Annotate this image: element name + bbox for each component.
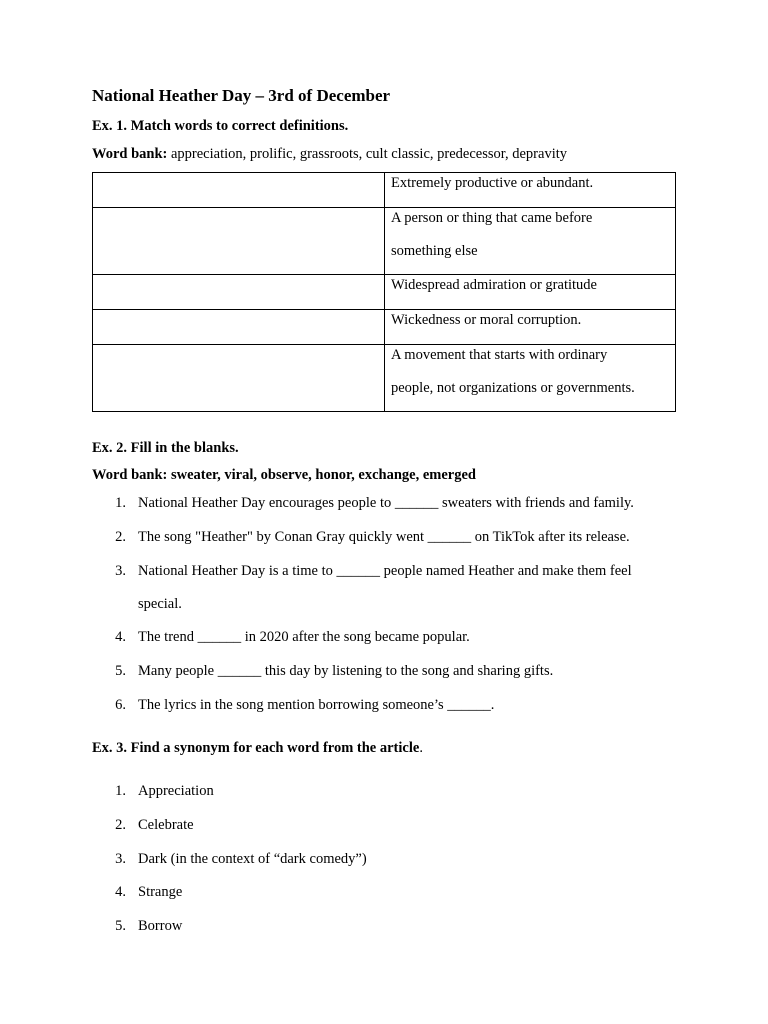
list-text: The trend ______ in 2020 after the song became popular. bbox=[138, 629, 470, 645]
definition-cell bbox=[385, 173, 676, 208]
list-number: 1. bbox=[115, 783, 126, 799]
ex1-word-bank-label: Word bank: bbox=[92, 146, 168, 162]
answer-cell bbox=[93, 275, 385, 310]
list-number: 4. bbox=[115, 884, 126, 900]
ex2-heading: Ex. 2. Fill in the blanks. bbox=[92, 440, 239, 456]
definition-cell bbox=[385, 208, 676, 275]
list-text: Dark (in the context of “dark comedy”) bbox=[138, 851, 367, 867]
list-text: National Heather Day is a time to ______ people named Heather and make them feel bbox=[138, 563, 632, 579]
list-text: Celebrate bbox=[138, 817, 194, 833]
table-row bbox=[93, 173, 676, 208]
definition-cell bbox=[385, 275, 676, 310]
list-text: The song "Heather" by Conan Gray quickly went ______ on TikTok after its release. bbox=[138, 529, 630, 545]
list-number: 5. bbox=[115, 663, 126, 679]
definition-cell bbox=[385, 310, 676, 345]
definition-text-cont: something else bbox=[391, 243, 478, 259]
ex3-heading-text: Ex. 3. Find a synonym for each word from the article bbox=[92, 740, 420, 756]
definition-text: A movement that starts with ordinary bbox=[391, 347, 608, 363]
definition-text: Extremely productive or abundant. bbox=[391, 175, 594, 191]
list-text: Many people ______ this day by listening to the song and sharing gifts. bbox=[138, 663, 554, 679]
definition-cell bbox=[385, 345, 676, 412]
matching-table bbox=[92, 172, 676, 412]
table-row bbox=[93, 275, 676, 310]
answer-cell bbox=[93, 208, 385, 275]
list-number: 4. bbox=[115, 629, 126, 645]
list-text: National Heather Day encourages people to ______ sweaters with friends and family. bbox=[138, 495, 634, 511]
list-text: Borrow bbox=[138, 918, 183, 934]
list-number: 2. bbox=[115, 529, 126, 545]
ex3-heading bbox=[92, 739, 423, 757]
definition-text: Wickedness or moral corruption. bbox=[391, 312, 582, 328]
list-number: 5. bbox=[115, 918, 126, 934]
definition-text-cont: people, not organizations or governments. bbox=[391, 380, 635, 396]
table-row bbox=[93, 208, 676, 275]
list-number: 1. bbox=[115, 495, 126, 511]
page-title: National Heather Day – 3rd of December bbox=[92, 86, 391, 105]
ex1-word-bank bbox=[92, 145, 567, 163]
list-text: Strange bbox=[138, 884, 183, 900]
list-number: 3. bbox=[115, 563, 126, 579]
ex1-heading: Ex. 1. Match words to correct definitions. bbox=[92, 118, 349, 134]
list-text: Appreciation bbox=[138, 783, 214, 799]
list-number: 3. bbox=[115, 851, 126, 867]
definition-text: Widespread admiration or gratitude bbox=[391, 277, 597, 293]
table-row bbox=[93, 345, 676, 412]
table-row bbox=[93, 310, 676, 345]
list-number: 6. bbox=[115, 697, 126, 713]
definition-text: A person or thing that came before bbox=[391, 210, 593, 226]
answer-cell bbox=[93, 345, 385, 412]
list-text: The lyrics in the song mention borrowing someone’s ______. bbox=[138, 697, 495, 713]
answer-cell bbox=[93, 310, 385, 345]
ex2-word-bank: Word bank: sweater, viral, observe, honor, exchange, emerged bbox=[92, 467, 476, 483]
answer-cell bbox=[93, 173, 385, 208]
ex3-heading-period: . bbox=[419, 740, 423, 756]
list-text: special. bbox=[138, 596, 182, 612]
ex1-word-bank-words: appreciation, prolific, grassroots, cult classic, predecessor, depravity bbox=[167, 146, 568, 162]
list-number: 2. bbox=[115, 817, 126, 833]
